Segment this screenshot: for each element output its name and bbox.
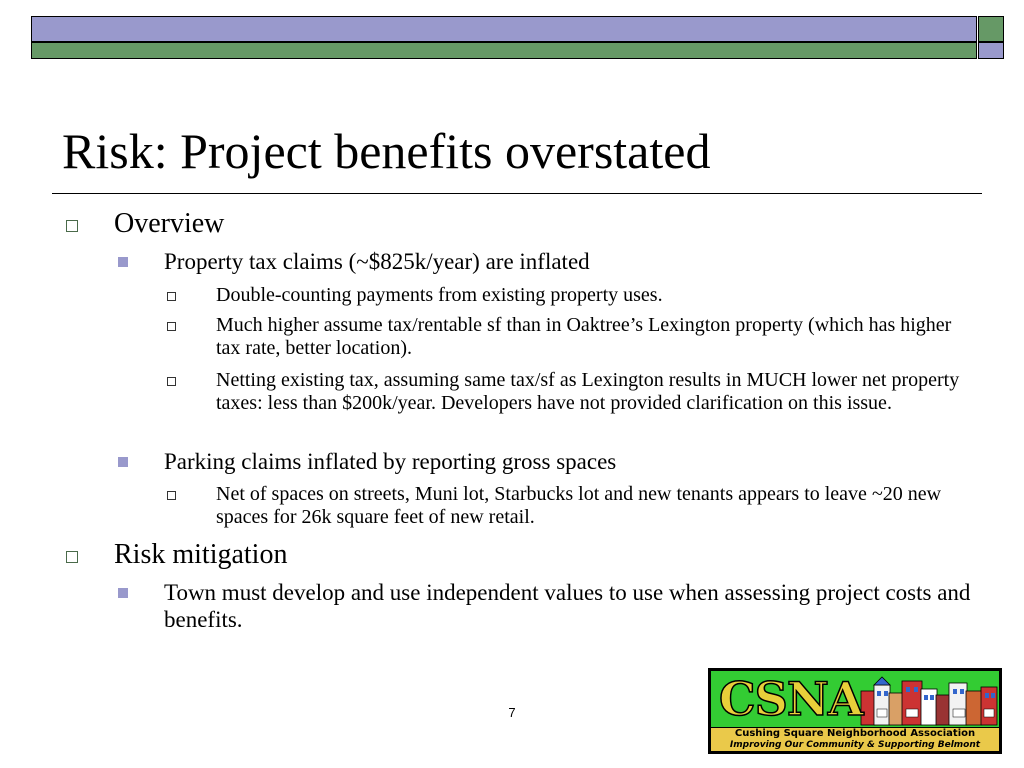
header-band-bottom-corner <box>978 42 1004 59</box>
subpoint-double-counting: Double-counting payments from existing property uses. <box>216 284 663 306</box>
bullet-independent-values: Town must develop and use independent values to use when assessing project costs and benefits. <box>164 580 971 632</box>
small-square-bullet-icon <box>167 322 176 331</box>
bullet-property-tax: Property tax claims (~$825k/year) are inflated <box>164 249 590 274</box>
filled-square-bullet-icon <box>118 457 128 467</box>
csna-logo <box>708 668 1002 754</box>
page-number: 7 <box>508 705 516 720</box>
bullet-overview: Overview <box>114 208 225 239</box>
header-band-bottom <box>31 42 977 59</box>
subpoint-net-spaces: Net of spaces on streets, Muni lot, Starbucks lot and new tenants appears to leave ~20 new spaces for 26k square feet of new retail. <box>216 483 942 528</box>
logo-organization-name: Cushing Square Neighborhood Association <box>734 728 976 739</box>
hollow-square-bullet-icon <box>66 220 78 232</box>
bullet-risk-mitigation: Risk mitigation <box>114 539 288 570</box>
small-square-bullet-icon <box>167 377 176 386</box>
small-square-bullet-icon <box>167 491 176 500</box>
header-band-top <box>31 16 977 42</box>
subpoint-netting-existing-tax: Netting existing tax, assuming same tax/sf as Lexington results in MUCH lower net property taxes: less than $200k/year. Developers have not provided clarification on this issue. <box>216 369 960 414</box>
subpoint-higher-tax-assumption: Much higher assume tax/rentable sf than in Oaktree’s Lexington property (which has higher tax rate, better location). <box>216 314 952 359</box>
title-divider <box>52 193 982 194</box>
logo-letters: CSNA <box>719 672 863 726</box>
slide-title: Risk: Project benefits overstated <box>62 123 711 179</box>
header-band-top-corner <box>978 16 1004 42</box>
small-square-bullet-icon <box>167 292 176 301</box>
bullet-parking: Parking claims inflated by reporting gross spaces <box>164 449 617 474</box>
filled-square-bullet-icon <box>118 588 128 598</box>
hollow-square-bullet-icon <box>66 551 78 563</box>
logo-tagline: Improving Our Community & Supporting Belmont <box>729 740 981 750</box>
filled-square-bullet-icon <box>118 257 128 267</box>
